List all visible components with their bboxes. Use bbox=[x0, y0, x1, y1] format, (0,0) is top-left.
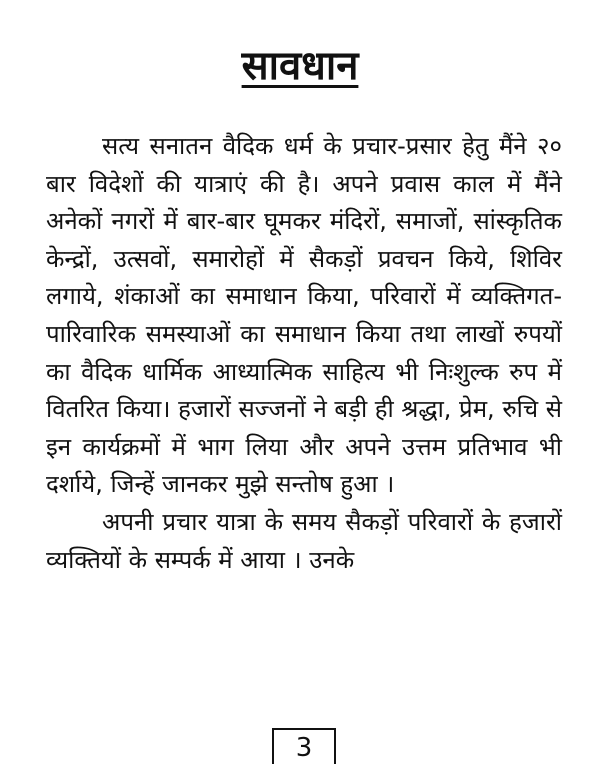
page-title bbox=[0, 40, 600, 92]
page-number: 3 bbox=[272, 728, 336, 764]
paragraph-1: सत्य सनातन वैदिक धर्म के प्रचार-प्रसार हेतु मैंने २० बार विदेशों की यात्राएं की है। अपने प्रवास काल में मैंने अनेकों नगरों में बार-बार घूमकर मंदिरों, समाजों, सांस्कृतिक केन्द्रों, उत्सवों, समारोहों में सैकड़ों प्रवचन किये, शिविर लगाये, शंकाओं का समाधान किया, परिवारों में व्यक्तिगत-पारिवारिक समस्याओं का समाधान किया तथा लाखों रुपयों का वैदिक धार्मिक आध्यात्मिक साहित्य भी निःशुल्क रुप में वितरित किया। हजारों सज्जनों ने बड़ी ही श्रद्धा, प्रेम, रुचि से इन कार्यक्रमों में भाग लिया और अपने उत्तम प्रतिभाव भी दर्शाये, जिन्हें जानकर मुझे सन्तोष हुआ । bbox=[46, 132, 562, 499]
paragraph-2: अपनी प्रचार यात्रा के समय सैकड़ों परिवारों के हजारों व्यक्तियों के सम्पर्क में आया । उनके bbox=[46, 507, 562, 574]
page-title-text: सावधान bbox=[241, 43, 359, 89]
body-text bbox=[46, 128, 562, 579]
